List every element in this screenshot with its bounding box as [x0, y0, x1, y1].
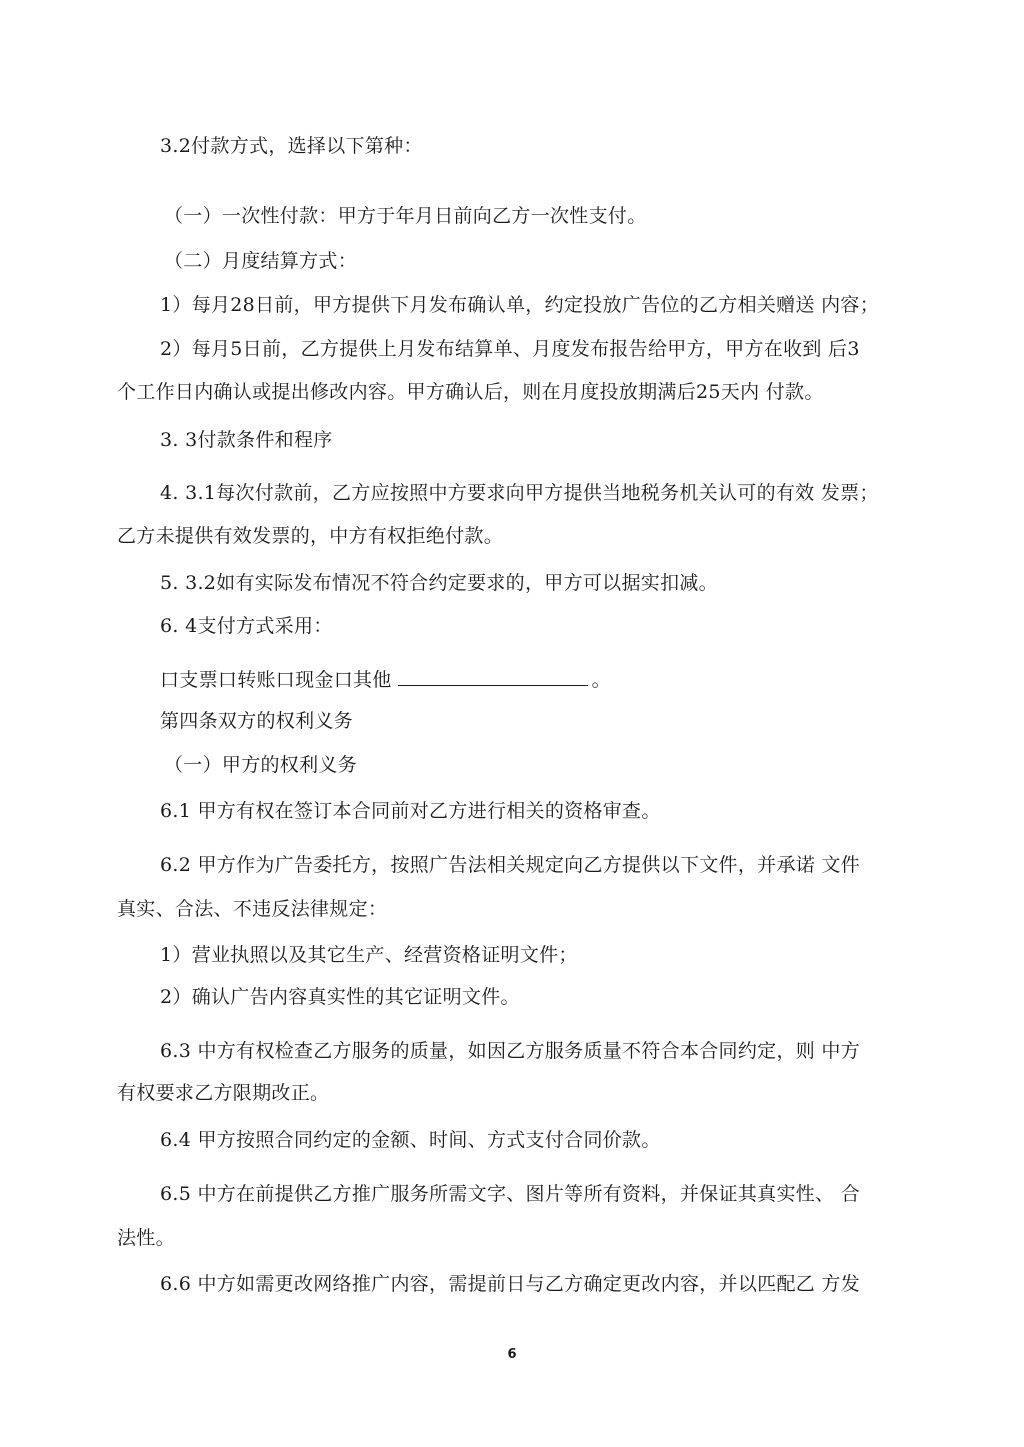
text-line: 2）每月5日前，乙方提供上月发布结算单、月度发布报告给甲方，甲方在收到 后3 [160, 338, 860, 360]
text-line: 3. 3付款条件和程序 [160, 429, 333, 451]
text-line: 法性。 [117, 1227, 175, 1249]
text-line: 6. 4支付方式采用： [160, 615, 333, 637]
text-line: 3.2付款方式，选择以下第种： [160, 135, 423, 157]
text-line: 6.5 中方在前提供乙方推广服务所需文字、图片等所有资料，并保证其真实性、 合 [160, 1183, 860, 1205]
fill-in-blank [398, 667, 588, 686]
text-line: 真实、合法、不违反法律规定： [117, 898, 388, 920]
text-line: 1）营业执照以及其它生产、经营资格证明文件； [160, 944, 578, 966]
text-line: （一）一次性付款：甲方于年月日前向乙方一次性支付。 [164, 205, 647, 227]
payment-options-text: 口支票口转账口现金口其他 [160, 669, 392, 691]
text-line: 有权要求乙方限期改正。 [117, 1082, 330, 1104]
text-line: （二）月度结算方式： [164, 250, 358, 272]
text-line: 6.1 甲方有权在签订本合同前对乙方进行相关的资格审查。 [160, 800, 661, 822]
text-line: 4. 3.1每次付款前，乙方应按照中方要求向甲方提供当地税务机关认可的有效 发票； [160, 482, 879, 504]
text-line: 1）每月28日前，甲方提供下月发布确认单，约定投放广告位的乙方相关赠送 内容； [160, 294, 880, 316]
payment-options-line [160, 667, 611, 692]
text-line: 6.6 中方如需更改网络推广内容，需提前日与乙方确定更改内容，并以匹配乙 方发 [160, 1273, 860, 1295]
text-line: 个工作日内确认或提出修改内容。甲方确认后，则在月度投放期满后25天内 付款。 [117, 381, 824, 403]
page-number: 6 [507, 1347, 517, 1362]
text-line: 6.2 甲方作为广告委托方，按照广告法相关规定向乙方提供以下文件，并承诺 文件 [160, 854, 860, 876]
text-line: 2）确认广告内容真实性的其它证明文件。 [160, 986, 520, 1008]
text-line: 6.4 甲方按照合同约定的金额、时间、方式支付合同价款。 [160, 1129, 661, 1151]
subsection-heading: （一）甲方的权利义务 [164, 754, 358, 776]
payment-options-end: 。 [591, 669, 611, 691]
text-line: 6.3 中方有权检查乙方服务的质量，如因乙方服务质量不符合本合同约定，则 中方 [160, 1040, 860, 1062]
section-heading: 第四条双方的权利义务 [160, 710, 354, 732]
text-line: 乙方未提供有效发票的，中方有权拒绝付款。 [117, 525, 504, 547]
text-line: 5. 3.2如有实际发布情况不符合约定要求的，甲方可以据实扣减。 [160, 572, 718, 594]
